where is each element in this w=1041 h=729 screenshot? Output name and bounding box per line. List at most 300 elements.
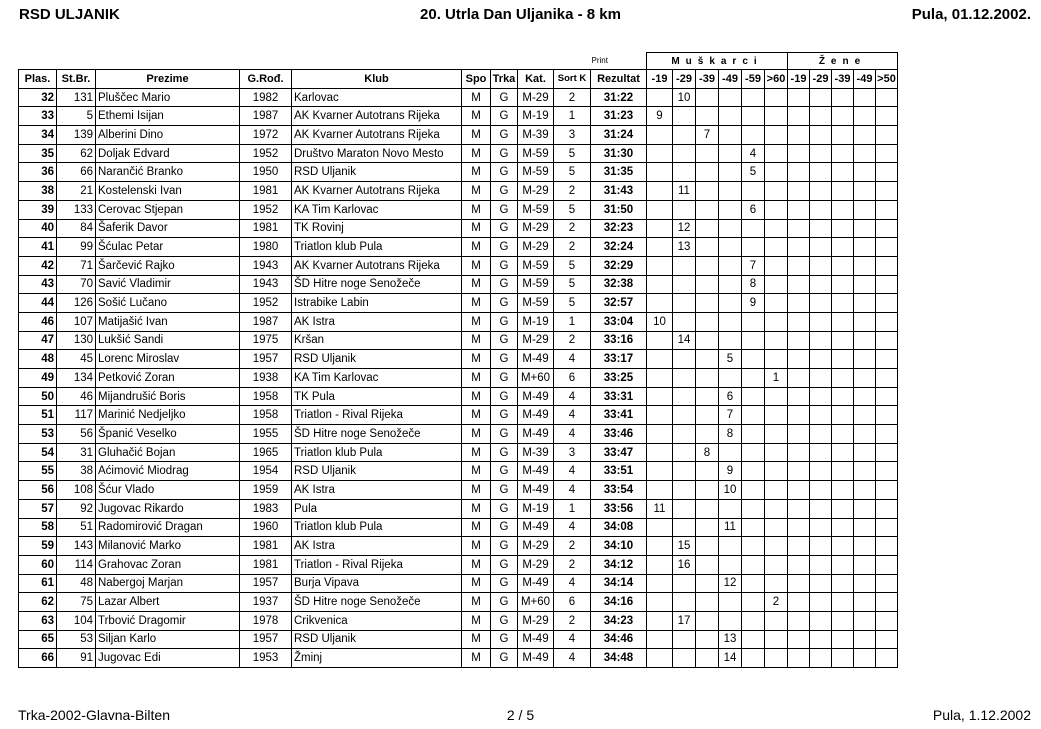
name-cell: Grahovac Zoran [96, 555, 240, 574]
result-cell: 33:47 [591, 443, 647, 462]
race-cell: G [491, 443, 518, 462]
table-row [19, 219, 898, 238]
category-position-cell [765, 107, 788, 126]
sort-cell: 4 [554, 630, 591, 649]
table-row [19, 294, 898, 313]
category-cell: M-49 [518, 406, 554, 425]
category-position-cell [696, 312, 719, 331]
race-cell: G [491, 387, 518, 406]
category-position-cell [854, 518, 876, 537]
column-header: Rezultat [591, 70, 647, 89]
start-number-cell: 134 [57, 369, 96, 388]
table-row [19, 574, 898, 593]
category-position-cell: 7 [742, 256, 765, 275]
category-position-cell [876, 611, 898, 630]
category-position-cell [876, 200, 898, 219]
category-position-cell [765, 182, 788, 201]
category-position-cell [788, 611, 810, 630]
start-number-cell: 51 [57, 518, 96, 537]
column-header: -29 [673, 70, 696, 89]
result-cell: 31:30 [591, 144, 647, 163]
category-position-cell [673, 200, 696, 219]
sort-cell: 1 [554, 107, 591, 126]
category-position-cell [832, 275, 854, 294]
category-position-cell [788, 574, 810, 593]
sex-cell: M [462, 144, 491, 163]
table-row [19, 275, 898, 294]
category-position-cell [765, 219, 788, 238]
category-position-cell [810, 574, 832, 593]
race-cell: G [491, 611, 518, 630]
placement-cell: 65 [19, 630, 57, 649]
placement-cell: 51 [19, 406, 57, 425]
category-position-cell [854, 163, 876, 182]
category-position-cell [854, 499, 876, 518]
start-number-cell: 53 [57, 630, 96, 649]
category-position-cell [719, 200, 742, 219]
category-position-cell [832, 182, 854, 201]
club-cell: AK Kvarner Autotrans Rijeka [292, 126, 462, 145]
result-cell: 33:46 [591, 425, 647, 444]
column-header: Trka [491, 70, 518, 89]
placement-cell: 63 [19, 611, 57, 630]
column-header: Prezime [96, 70, 240, 89]
placement-cell: 61 [19, 574, 57, 593]
category-position-cell: 8 [696, 443, 719, 462]
start-number-cell: 66 [57, 163, 96, 182]
sex-cell: M [462, 537, 491, 556]
result-cell: 34:10 [591, 537, 647, 556]
sort-cell: 2 [554, 219, 591, 238]
result-cell: 32:23 [591, 219, 647, 238]
table-row [19, 499, 898, 518]
category-position-cell [742, 611, 765, 630]
club-cell: Triatlon klub Pula [292, 443, 462, 462]
sex-cell: M [462, 611, 491, 630]
name-cell: Šaferik Davor [96, 219, 240, 238]
race-cell: G [491, 593, 518, 612]
placement-cell: 33 [19, 107, 57, 126]
category-position-cell [810, 630, 832, 649]
category-position-cell [810, 312, 832, 331]
start-number-cell: 5 [57, 107, 96, 126]
result-cell: 33:41 [591, 406, 647, 425]
category-position-cell [742, 630, 765, 649]
category-position-cell [854, 462, 876, 481]
category-position-cell [647, 369, 673, 388]
club-cell: TK Pula [292, 387, 462, 406]
category-position-cell [765, 387, 788, 406]
category-position-cell [742, 182, 765, 201]
category-position-cell [696, 611, 719, 630]
category-position-cell [719, 107, 742, 126]
category-position-cell [876, 182, 898, 201]
category-position-cell [673, 387, 696, 406]
name-cell: Marinić Nedjeljko [96, 406, 240, 425]
category-position-cell [696, 406, 719, 425]
birth-year-cell: 1983 [240, 499, 292, 518]
group-men: Muškarci [647, 53, 788, 70]
club-cell: Burja Vipava [292, 574, 462, 593]
start-number-cell: 45 [57, 350, 96, 369]
category-position-cell [742, 126, 765, 145]
start-number-cell: 48 [57, 574, 96, 593]
column-header: Sort K [554, 70, 591, 89]
category-position-cell [696, 369, 719, 388]
category-position-cell [832, 537, 854, 556]
category-position-cell [696, 593, 719, 612]
club-cell: KA Tim Karlovac [292, 369, 462, 388]
race-cell: G [491, 462, 518, 481]
category-position-cell [696, 144, 719, 163]
placement-cell: 40 [19, 219, 57, 238]
category-position-cell [854, 630, 876, 649]
category-position-cell: 11 [647, 499, 673, 518]
category-position-cell [788, 518, 810, 537]
category-position-cell [742, 443, 765, 462]
table-row [19, 163, 898, 182]
birth-year-cell: 1952 [240, 200, 292, 219]
category-cell: M-29 [518, 219, 554, 238]
blank-cell [240, 53, 292, 70]
category-position-cell [832, 387, 854, 406]
start-number-cell: 104 [57, 611, 96, 630]
sex-cell: M [462, 88, 491, 107]
category-position-cell [876, 256, 898, 275]
sex-cell: M [462, 331, 491, 350]
category-position-cell [647, 331, 673, 350]
table-row [19, 126, 898, 145]
category-position-cell: 7 [719, 406, 742, 425]
category-position-cell [810, 387, 832, 406]
sex-cell: M [462, 107, 491, 126]
category-position-cell [876, 88, 898, 107]
category-position-cell [810, 256, 832, 275]
placement-cell: 42 [19, 256, 57, 275]
category-position-cell [788, 331, 810, 350]
category-cell: M-19 [518, 499, 554, 518]
placement-cell: 49 [19, 369, 57, 388]
category-position-cell [810, 200, 832, 219]
result-cell: 34:16 [591, 593, 647, 612]
category-position-cell: 1 [765, 369, 788, 388]
category-position-cell [742, 499, 765, 518]
category-position-cell [696, 200, 719, 219]
category-position-cell [742, 537, 765, 556]
category-position-cell [810, 331, 832, 350]
placement-cell: 43 [19, 275, 57, 294]
category-position-cell: 12 [673, 219, 696, 238]
start-number-cell: 114 [57, 555, 96, 574]
category-position-cell [876, 144, 898, 163]
column-header: >60 [765, 70, 788, 89]
category-position-cell [810, 182, 832, 201]
category-position-cell: 8 [719, 425, 742, 444]
category-position-cell [876, 369, 898, 388]
name-cell: Ethemi Isijan [96, 107, 240, 126]
category-position-cell [765, 425, 788, 444]
club-cell: Pula [292, 499, 462, 518]
club-cell: AK Kvarner Autotrans Rijeka [292, 256, 462, 275]
category-position-cell [810, 350, 832, 369]
result-cell: 33:31 [591, 387, 647, 406]
placement-cell: 62 [19, 593, 57, 612]
sort-cell: 2 [554, 88, 591, 107]
race-cell: G [491, 481, 518, 500]
start-number-cell: 131 [57, 88, 96, 107]
sort-cell: 2 [554, 238, 591, 257]
sex-cell: M [462, 387, 491, 406]
result-cell: 33:56 [591, 499, 647, 518]
category-position-cell [788, 593, 810, 612]
category-position-cell [647, 144, 673, 163]
category-position-cell [854, 387, 876, 406]
category-position-cell [832, 443, 854, 462]
category-cell: M-59 [518, 200, 554, 219]
sort-cell: 5 [554, 256, 591, 275]
category-position-cell [788, 312, 810, 331]
birth-year-cell: 1965 [240, 443, 292, 462]
category-position-cell [788, 499, 810, 518]
category-position-cell [719, 499, 742, 518]
race-cell: G [491, 144, 518, 163]
category-position-cell [719, 537, 742, 556]
race-cell: G [491, 219, 518, 238]
category-cell: M-29 [518, 182, 554, 201]
category-position-cell [788, 200, 810, 219]
birth-year-cell: 1952 [240, 144, 292, 163]
category-position-cell [647, 182, 673, 201]
birth-year-cell: 1954 [240, 462, 292, 481]
result-cell: 32:29 [591, 256, 647, 275]
category-position-cell [832, 630, 854, 649]
category-position-cell [742, 387, 765, 406]
category-position-cell [788, 537, 810, 556]
race-cell: G [491, 126, 518, 145]
category-position-cell [696, 256, 719, 275]
club-cell: Društvo Maraton Novo Mesto [292, 144, 462, 163]
category-position-cell [832, 462, 854, 481]
category-position-cell [854, 443, 876, 462]
table-row [19, 387, 898, 406]
race-cell: G [491, 425, 518, 444]
category-position-cell: 13 [719, 630, 742, 649]
category-position-cell [647, 443, 673, 462]
category-position-cell [719, 443, 742, 462]
sort-cell: 3 [554, 126, 591, 145]
table-row [19, 107, 898, 126]
category-position-cell [832, 331, 854, 350]
column-header: >50 [876, 70, 898, 89]
club-cell: AK Istra [292, 537, 462, 556]
category-position-cell [719, 256, 742, 275]
category-position-cell [854, 331, 876, 350]
category-position-cell [673, 649, 696, 668]
column-header: -19 [788, 70, 810, 89]
sex-cell: M [462, 369, 491, 388]
placement-cell: 59 [19, 537, 57, 556]
category-position-cell [854, 294, 876, 313]
category-position-cell [876, 443, 898, 462]
category-position-cell [765, 574, 788, 593]
category-position-cell [788, 443, 810, 462]
sort-cell: 4 [554, 518, 591, 537]
race-cell: G [491, 499, 518, 518]
table-row [19, 88, 898, 107]
category-position-cell [832, 406, 854, 425]
category-position-cell [647, 425, 673, 444]
category-position-cell [788, 350, 810, 369]
start-number-cell: 92 [57, 499, 96, 518]
category-position-cell: 13 [673, 238, 696, 257]
sort-cell: 5 [554, 275, 591, 294]
category-position-cell [876, 593, 898, 612]
sex-cell: M [462, 182, 491, 201]
category-position-cell [854, 219, 876, 238]
sort-cell: 5 [554, 200, 591, 219]
category-position-cell [647, 462, 673, 481]
placement-cell: 35 [19, 144, 57, 163]
name-cell: Doljak Edvard [96, 144, 240, 163]
category-position-cell [647, 256, 673, 275]
category-position-cell [765, 256, 788, 275]
name-cell: Španić Veselko [96, 425, 240, 444]
start-number-cell: 21 [57, 182, 96, 201]
category-position-cell [719, 294, 742, 313]
race-cell: G [491, 331, 518, 350]
table-row [19, 518, 898, 537]
category-position-cell [742, 425, 765, 444]
category-position-cell [788, 555, 810, 574]
race-cell: G [491, 350, 518, 369]
start-number-cell: 99 [57, 238, 96, 257]
category-position-cell [647, 649, 673, 668]
column-header: St.Br. [57, 70, 96, 89]
category-position-cell: 9 [719, 462, 742, 481]
category-position-cell [854, 256, 876, 275]
result-cell: 33:51 [591, 462, 647, 481]
category-position-cell [719, 88, 742, 107]
category-position-cell [647, 200, 673, 219]
sort-cell: 4 [554, 462, 591, 481]
category-position-cell: 15 [673, 537, 696, 556]
start-number-cell: 117 [57, 406, 96, 425]
category-position-cell [788, 182, 810, 201]
blank-cell [292, 53, 462, 70]
category-position-cell [765, 630, 788, 649]
birth-year-cell: 1950 [240, 163, 292, 182]
category-position-cell: 14 [673, 331, 696, 350]
category-position-cell [742, 518, 765, 537]
sex-cell: M [462, 312, 491, 331]
category-position-cell [854, 649, 876, 668]
category-position-cell [788, 219, 810, 238]
category-position-cell [742, 462, 765, 481]
category-position-cell [832, 481, 854, 500]
category-position-cell [810, 518, 832, 537]
sex-cell: M [462, 350, 491, 369]
name-cell: Savić Vladimir [96, 275, 240, 294]
sort-cell: 6 [554, 593, 591, 612]
category-position-cell [765, 462, 788, 481]
category-position-cell: 16 [673, 555, 696, 574]
race-cell: G [491, 182, 518, 201]
sex-cell: M [462, 462, 491, 481]
club-cell: RSD Uljanik [292, 350, 462, 369]
table-row [19, 425, 898, 444]
birth-year-cell: 1937 [240, 593, 292, 612]
category-position-cell [854, 350, 876, 369]
category-position-cell [647, 294, 673, 313]
category-position-cell [876, 406, 898, 425]
club-cell: ŠD Hitre noge Senožeče [292, 593, 462, 612]
name-cell: Jugovac Rikardo [96, 499, 240, 518]
category-position-cell [810, 126, 832, 145]
name-cell: Lazar Albert [96, 593, 240, 612]
category-position-cell [788, 649, 810, 668]
race-cell: G [491, 649, 518, 668]
category-position-cell [673, 406, 696, 425]
category-position-cell [742, 88, 765, 107]
name-cell: Lukšić Sandi [96, 331, 240, 350]
club-cell: Istrabike Labin [292, 294, 462, 313]
category-position-cell [647, 126, 673, 145]
birth-year-cell: 1943 [240, 275, 292, 294]
column-header: -39 [696, 70, 719, 89]
category-position-cell [696, 462, 719, 481]
result-cell: 34:12 [591, 555, 647, 574]
category-position-cell [810, 555, 832, 574]
category-position-cell [854, 126, 876, 145]
column-header: -49 [854, 70, 876, 89]
category-position-cell [765, 555, 788, 574]
placement-cell: 54 [19, 443, 57, 462]
table-row [19, 200, 898, 219]
table-row [19, 481, 898, 500]
race-cell: G [491, 406, 518, 425]
blank-cell [57, 53, 96, 70]
category-position-cell [696, 331, 719, 350]
category-position-cell [832, 369, 854, 388]
name-cell: Šćur Vlado [96, 481, 240, 500]
category-position-cell [876, 331, 898, 350]
placement-cell: 48 [19, 350, 57, 369]
category-position-cell [788, 406, 810, 425]
table-row [19, 555, 898, 574]
category-position-cell [647, 350, 673, 369]
category-position-cell [765, 312, 788, 331]
category-position-cell [810, 593, 832, 612]
start-number-cell: 107 [57, 312, 96, 331]
start-number-cell: 108 [57, 481, 96, 500]
category-position-cell [788, 630, 810, 649]
category-position-cell [876, 537, 898, 556]
placement-cell: 58 [19, 518, 57, 537]
start-number-cell: 62 [57, 144, 96, 163]
category-position-cell [673, 126, 696, 145]
category-position-cell: 11 [673, 182, 696, 201]
placement-cell: 50 [19, 387, 57, 406]
sort-cell: 4 [554, 481, 591, 500]
category-position-cell [854, 369, 876, 388]
category-cell: M-29 [518, 238, 554, 257]
race-cell: G [491, 163, 518, 182]
category-position-cell [810, 294, 832, 313]
category-position-cell [742, 350, 765, 369]
footer-place-date: Pula, 1.12.2002 [932, 707, 1031, 723]
category-position-cell [765, 611, 788, 630]
birth-year-cell: 1981 [240, 555, 292, 574]
